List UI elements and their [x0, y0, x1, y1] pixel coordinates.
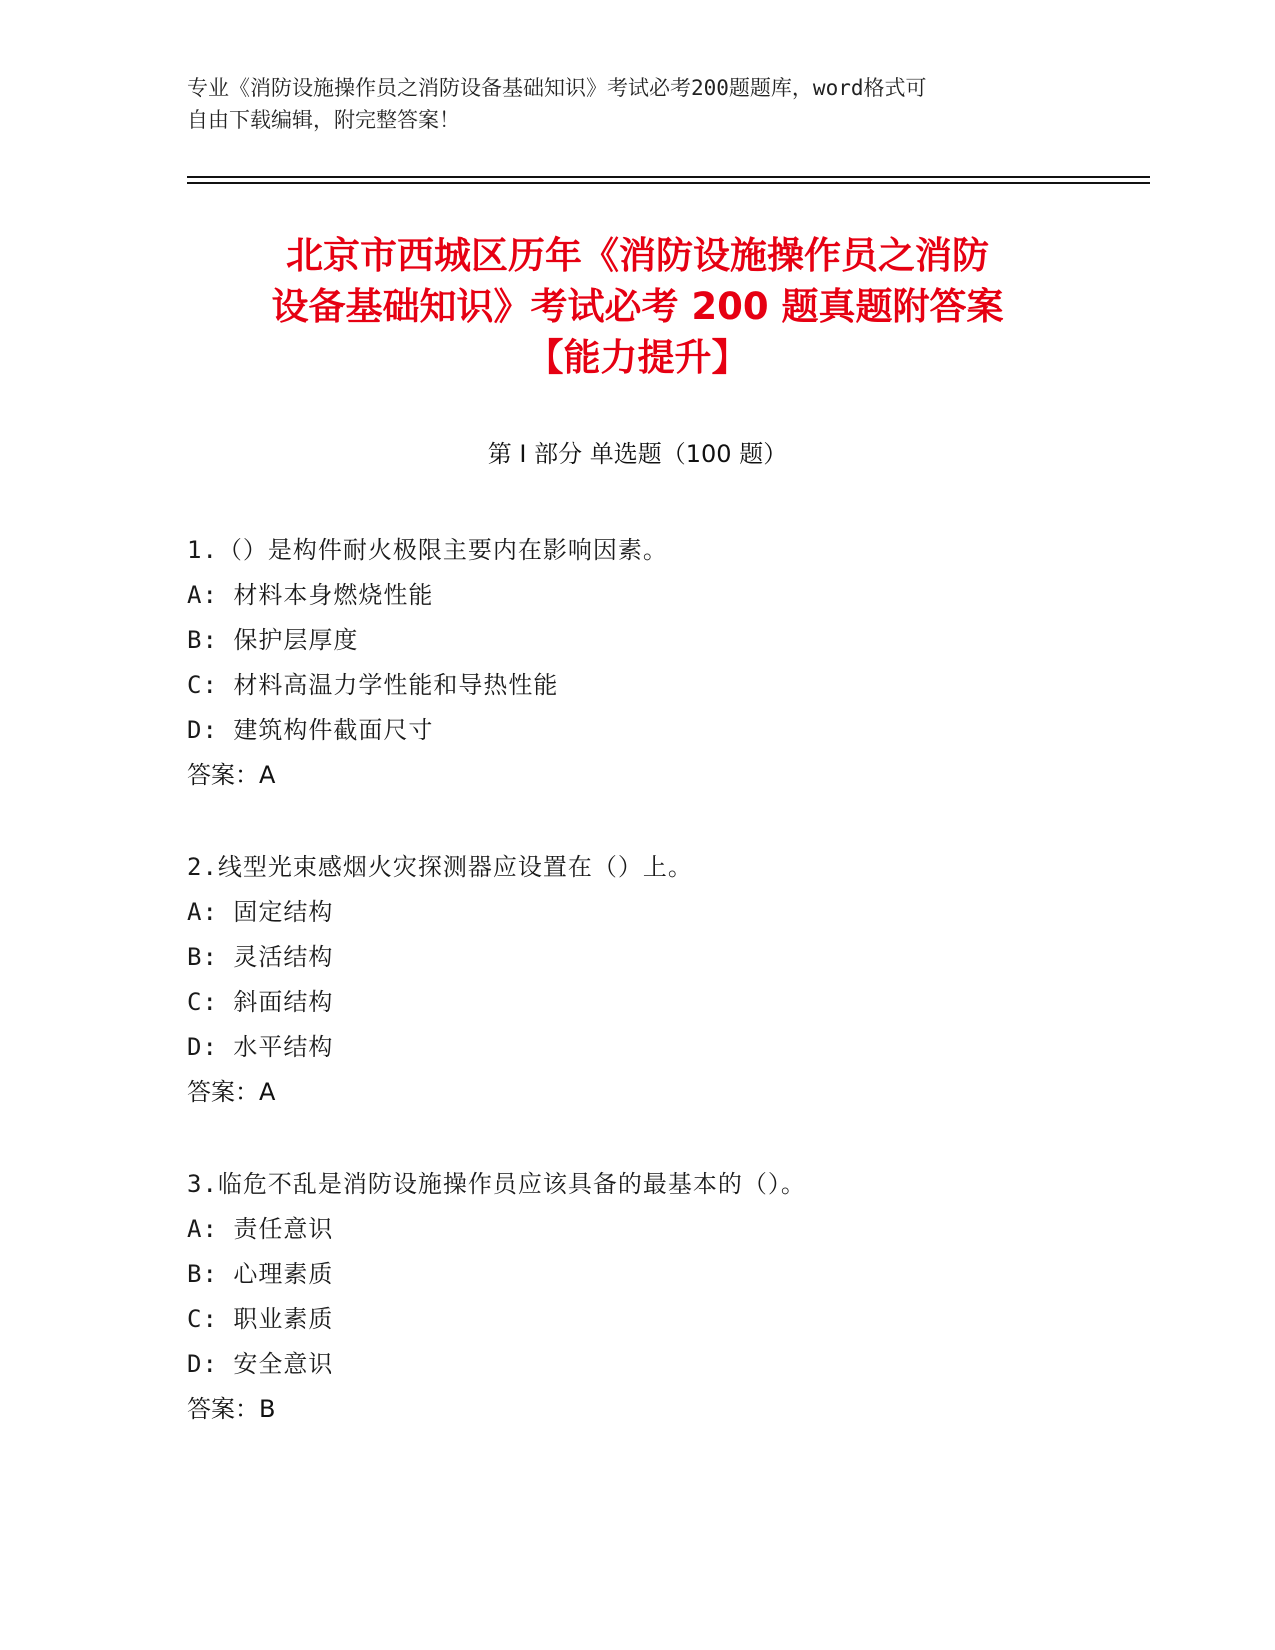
option-b: B: 保护层厚度	[187, 626, 359, 654]
option-c: C: 斜面结构	[187, 988, 334, 1016]
question-stem: 1.（）是构件耐火极限主要内在影响因素。	[187, 536, 668, 564]
header-divider-top	[187, 176, 1150, 178]
option-c: C: 职业素质	[187, 1305, 334, 1333]
header-note-line-1: 专业《消防设施操作员之消防设备基础知识》考试必考200题题库，word格式可	[187, 76, 927, 100]
question-3	[187, 1162, 1147, 1432]
option-c: C: 材料高温力学性能和导热性能	[187, 671, 559, 699]
option-d: D: 安全意识	[187, 1350, 334, 1378]
question-stem: 3.临危不乱是消防设施操作员应该具备的最基本的（）。	[187, 1170, 806, 1198]
header-divider-bottom	[187, 182, 1150, 184]
document-title-line-2: 设备基础知识》考试必考 200 题真题附答案	[271, 285, 1004, 328]
answer: 答案：B	[187, 1395, 276, 1423]
question-1	[187, 528, 1147, 798]
question-list	[187, 528, 1147, 1479]
option-a: A: 责任意识	[187, 1215, 334, 1243]
answer: 答案：A	[187, 1078, 276, 1106]
document-title-line-3: 【能力提升】	[526, 336, 749, 379]
option-b: B: 心理素质	[187, 1260, 334, 1288]
option-d: D: 水平结构	[187, 1033, 334, 1061]
header-note-line-2: 自由下载编辑，附完整答案！	[187, 108, 460, 132]
header-note	[187, 72, 1087, 136]
answer: 答案：A	[187, 761, 276, 789]
question-stem: 2.线型光束感烟火灾探测器应设置在（）上。	[187, 853, 693, 881]
option-b: B: 灵活结构	[187, 943, 334, 971]
option-a: A: 固定结构	[187, 898, 334, 926]
document-title-line-1: 北京市西城区历年《消防设施操作员之消防	[286, 234, 989, 277]
option-a: A: 材料本身燃烧性能	[187, 581, 434, 609]
document-title	[150, 230, 1125, 383]
option-d: D: 建筑构件截面尺寸	[187, 716, 434, 744]
section-title: 第 I 部分 单选题（100 题）	[487, 440, 788, 468]
question-2	[187, 845, 1147, 1115]
